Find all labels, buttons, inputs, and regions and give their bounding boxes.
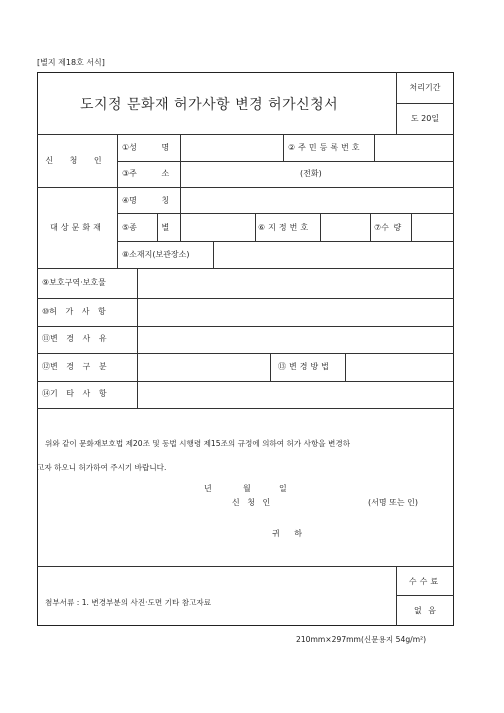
change-method-label: ⑬변경방법 (278, 362, 332, 371)
location-label: ⑧소재지(보관장소) (122, 250, 190, 259)
paper-spec: 210mm×297mm(신문용지 54g/m²) (296, 635, 427, 644)
type-field[interactable] (181, 214, 254, 240)
date-year: 년 (204, 484, 212, 493)
change-method-field[interactable] (346, 354, 453, 380)
fee-value: 없 음 (414, 606, 436, 615)
change-reason-field[interactable] (138, 327, 453, 352)
processing-period-value: 도 20일 (410, 114, 440, 123)
statement-line-2: 고자 하오니 허가하여 주시기 바랍니다. (37, 463, 167, 472)
date-month: 월 (243, 484, 251, 493)
date-month-field[interactable] (215, 480, 240, 494)
designation-field[interactable] (321, 214, 369, 240)
change-category-label: ⑫변 경 구 분 (42, 362, 107, 371)
type-label: ⑤종 별 (122, 223, 170, 232)
quantity-field[interactable] (412, 214, 453, 240)
signature-note: (서명 또는 인) (368, 498, 418, 507)
date-day-field[interactable] (254, 480, 276, 494)
permit-item-field[interactable] (138, 299, 453, 325)
location-field[interactable] (214, 242, 453, 267)
date-day: 일 (279, 484, 287, 493)
title-label: ④명 칭 (122, 196, 170, 205)
fee-header: 수수료 (408, 577, 442, 586)
protection-zone-field[interactable] (138, 269, 453, 297)
date-year-field[interactable] (150, 480, 200, 494)
target-section-label: 대상문화재 (50, 223, 104, 232)
protection-zone-label: ⑨보호구역·보호물 (42, 278, 106, 287)
designation-label: ⑥지정번호 (258, 223, 312, 232)
form-title: 도지정 문화재 허가사항 변경 허가신청서 (80, 97, 339, 113)
other-items-field[interactable] (138, 382, 453, 407)
processing-period-header: 처리기간 (409, 83, 441, 92)
statement-line-1: 위와 같이 문화재보호법 제20조 및 동법 시행령 제15조의 규정에 의하여 허가 사항을 변경하 (45, 439, 351, 448)
applicant-section-label: 신 청 인 (45, 156, 109, 165)
change-reason-label: ⑪변 경 사 유 (42, 334, 107, 343)
title-field[interactable] (181, 188, 453, 212)
phone-label: (전화) (300, 169, 322, 178)
form-label: [별지 제18호 서식] (37, 58, 105, 67)
addressee: 귀 하 (272, 529, 302, 538)
attachments-note: 첨부서류 : 1. 변경부분의 사진·도면 기타 참고자료 (45, 598, 212, 607)
address-label: ③주 소 (122, 169, 170, 178)
change-category-field[interactable] (138, 354, 269, 380)
permit-item-label: ⑩허 가 사 항 (42, 307, 106, 316)
name-field[interactable] (181, 135, 282, 160)
rrn-label: ②주민등록번호 (288, 143, 363, 152)
rrn-field[interactable] (375, 135, 453, 160)
quantity-label: ⑦수 량 (374, 223, 402, 232)
signer-name-field[interactable] (280, 494, 360, 508)
name-label: ①성 명 (122, 143, 170, 152)
signer-label: 신 청 인 (232, 498, 272, 507)
other-items-label: ⑭기 타 사 항 (42, 389, 107, 398)
